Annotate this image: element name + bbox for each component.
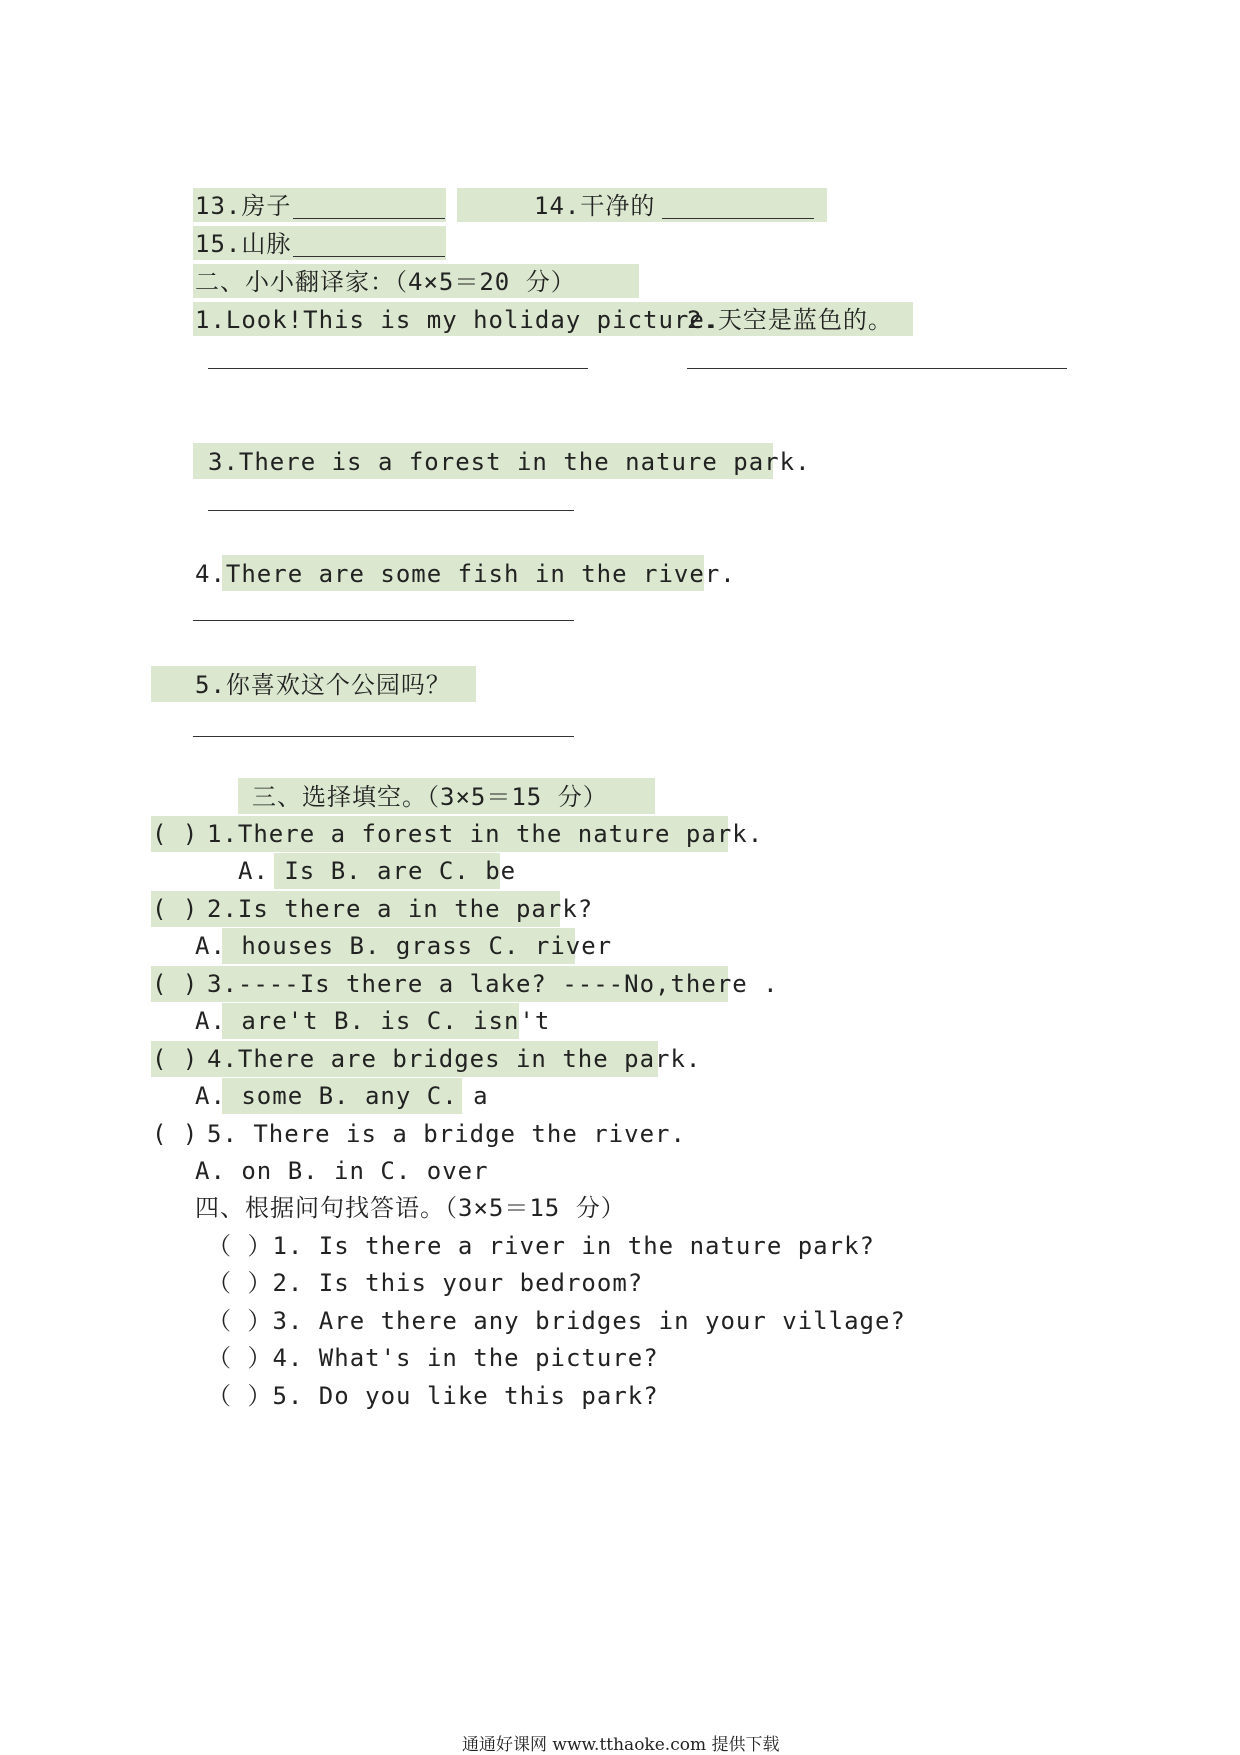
translate-item-5: 5.你喜欢这个公园吗？ [195, 671, 451, 699]
mc-options-1: A. Is B. are C. be [238, 857, 517, 885]
answer-line[interactable] [193, 736, 574, 737]
translate-item-1: 1.Look!This is my holiday picture. [195, 306, 721, 334]
translate-item-4: 4.There are some fish in the river. [195, 560, 736, 588]
answer-blank[interactable] [662, 218, 814, 219]
mc-question-1: 1.There a forest in the nature park. [207, 820, 764, 848]
mc-bracket[interactable]: ( ) [152, 970, 199, 998]
answer-line[interactable] [208, 368, 588, 369]
match-question-2: （ ）2. Is this your bedroom? [207, 1269, 644, 1297]
translate-item-3: 3.There is a forest in the nature park. [208, 448, 811, 476]
mc-bracket[interactable]: ( ) [152, 895, 199, 923]
answer-blank[interactable] [293, 218, 445, 219]
match-question-1: （ ）1. Is there a river in the nature park? [207, 1232, 875, 1260]
vocab-item-13: 13.房子 [195, 192, 292, 220]
answer-blank[interactable] [293, 256, 445, 257]
translate-item-2: 2.天空是蓝色的。 [687, 306, 893, 334]
answer-line[interactable] [687, 368, 1067, 369]
match-question-5: （ ）5. Do you like this park? [207, 1382, 659, 1410]
mc-options-3: A. are't B. is C. isn't [195, 1007, 551, 1035]
vocab-item-14: 14.干净的 [534, 192, 656, 220]
page-footer: 通通好课网 www.tthaoke.com 提供下载 [462, 1735, 780, 1755]
answer-line[interactable] [193, 620, 574, 621]
answer-line[interactable] [208, 510, 574, 511]
section4-heading: 四、根据问句找答语。（3×5＝15 分） [195, 1194, 626, 1222]
mc-question-2: 2.Is there a in the park? [207, 895, 594, 923]
mc-bracket[interactable]: ( ) [152, 820, 199, 848]
mc-options-2: A. houses B. grass C. river [195, 932, 613, 960]
section3-heading: 三、选择填空。（3×5＝15 分） [252, 783, 608, 811]
vocab-item-15: 15.山脉 [195, 230, 292, 258]
mc-options-5: A. on B. in C. over [195, 1157, 489, 1185]
mc-options-4: A. some B. any C. a [195, 1082, 489, 1110]
match-question-3: （ ）3. Are there any bridges in your village? [207, 1307, 906, 1335]
mc-question-3: 3.----Is there a lake? ----No,there . [207, 970, 779, 998]
section2-heading: 二、小小翻译家：（4×5＝20 分） [195, 268, 576, 296]
mc-question-5: 5. There is a bridge the river. [207, 1120, 686, 1148]
match-question-4: （ ）4. What's in the picture? [207, 1344, 659, 1372]
mc-bracket[interactable]: ( ) [152, 1120, 199, 1148]
mc-question-4: 4.There are bridges in the park. [207, 1045, 702, 1073]
mc-bracket[interactable]: ( ) [152, 1045, 199, 1073]
